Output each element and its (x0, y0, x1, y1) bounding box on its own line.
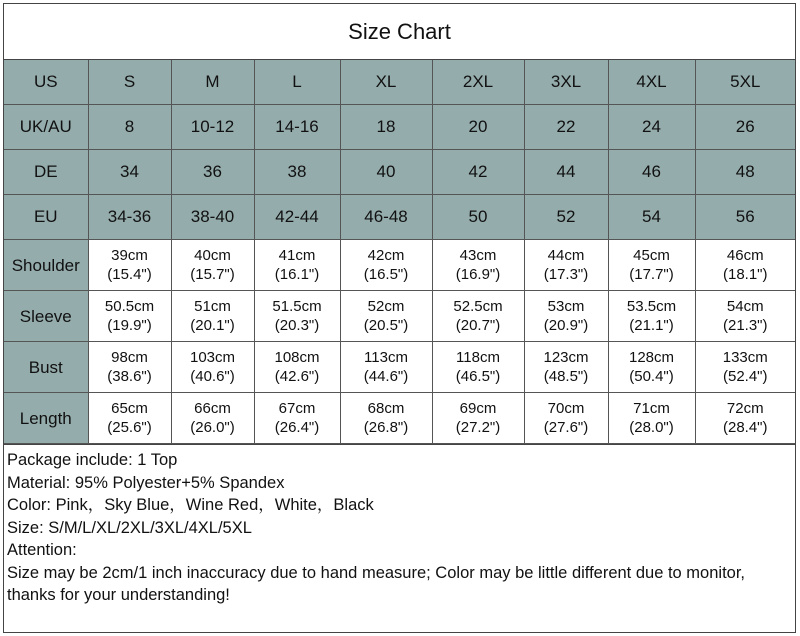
measure-cell (254, 291, 340, 342)
size-cell: L (254, 60, 340, 105)
measure-inch: (16.1") (274, 266, 320, 283)
size-cell: 36 (171, 150, 254, 195)
measure-cm: 45cm (633, 247, 670, 264)
measure-cm: 39cm (111, 247, 148, 264)
measure-inch: (17.3") (543, 266, 589, 283)
size-cell: 50 (432, 195, 524, 240)
measure-inch: (20.7") (455, 317, 501, 334)
size-cell: M (171, 60, 254, 105)
measure-cell (88, 342, 171, 393)
size-cell: 26 (695, 105, 795, 150)
measure-cell (524, 342, 608, 393)
material-note: Material: 95% Polyester+5% Spandex (7, 473, 285, 492)
measure-cell (524, 240, 608, 291)
row-header: US (4, 60, 88, 105)
measure-cm: 40cm (194, 247, 231, 264)
measure-cm: 70cm (547, 400, 585, 417)
size-cell: 46-48 (340, 195, 432, 240)
row-header: DE (4, 150, 88, 195)
measure-inch: (26.0") (190, 419, 235, 436)
measure-cell (432, 342, 524, 393)
measure-cm: 46cm (726, 247, 764, 264)
size-cell: 46 (608, 150, 695, 195)
size-cell: 44 (524, 150, 608, 195)
size-table-body (4, 60, 795, 444)
measure-inch: (26.4") (274, 419, 320, 436)
measure-cm: 128cm (628, 349, 675, 366)
size-cell: 2XL (432, 60, 524, 105)
size-cell: 22 (524, 105, 608, 150)
measure-cm: 118cm (456, 349, 500, 366)
size-row-us (4, 60, 795, 105)
size-cell: 52 (524, 195, 608, 240)
measure-cell (88, 393, 171, 444)
attention-note: Attention: (7, 541, 77, 559)
measure-cm: 69cm (459, 400, 497, 417)
size-cell: 24 (608, 105, 695, 150)
measure-inch: (20.9") (543, 317, 589, 334)
measure-cm: 113cm (364, 349, 408, 366)
color-note: Color: Pink，Sky Blue，Wine Red，White，Black (7, 496, 374, 514)
size-cell: 40 (340, 150, 432, 195)
measure-inch: (20.1") (190, 317, 235, 334)
row-header: Sleeve (4, 291, 88, 342)
size-cell: 42 (432, 150, 524, 195)
measure-cell (432, 393, 524, 444)
measure-cm: 41cm (278, 247, 316, 264)
size-row-eu (4, 195, 795, 240)
size-cell: 38-40 (171, 195, 254, 240)
measure-cm: 52cm (367, 298, 405, 315)
measure-inch: (27.2") (455, 419, 501, 436)
size-note: Size: S/M/L/XL/2XL/3XL/4XL/5XL (7, 518, 252, 537)
measure-cell (88, 240, 171, 291)
measure-cell (88, 291, 171, 342)
measure-cell (432, 291, 524, 342)
measure-cm: 54cm (726, 298, 764, 315)
measure-cell (695, 240, 795, 291)
measure-cm: 43cm (459, 247, 497, 264)
measure-cell (254, 342, 340, 393)
measure-row-shoulder (4, 240, 795, 291)
measure-cell (254, 240, 340, 291)
measure-cell (340, 291, 432, 342)
measure-cell (608, 240, 695, 291)
size-cell: 18 (340, 105, 432, 150)
measure-cm: 50.5cm (104, 298, 155, 315)
measure-row-bust (4, 342, 795, 393)
size-cell: 4XL (608, 60, 695, 105)
measure-cell (695, 393, 795, 444)
measure-inch: (16.9") (455, 266, 501, 283)
measure-row-sleeve (4, 291, 795, 342)
size-cell: 3XL (524, 60, 608, 105)
measure-cell (608, 291, 695, 342)
measure-cm: 71cm (633, 400, 670, 417)
measure-cm: 123cm (543, 349, 589, 366)
measure-cm: 67cm (278, 400, 316, 417)
measure-cell (171, 342, 254, 393)
measure-inch: (52.4") (722, 368, 768, 385)
measure-cm: 52.5cm (453, 298, 503, 315)
size-cell: 56 (695, 195, 795, 240)
measure-cell (340, 342, 432, 393)
measure-cell (432, 240, 524, 291)
measure-inch: (40.6") (190, 368, 235, 385)
size-row-uk-au (4, 105, 795, 150)
measure-inch: (25.6") (107, 419, 152, 436)
chart-title: Size Chart (4, 4, 795, 60)
size-cell: 38 (254, 150, 340, 195)
measure-cell (608, 342, 695, 393)
measure-inch: (21.1") (629, 317, 674, 334)
measure-cell (695, 291, 795, 342)
measure-inch: (15.4") (107, 266, 152, 283)
measure-cell (608, 393, 695, 444)
measure-cm: 44cm (547, 247, 585, 264)
measure-cm: 42cm (367, 247, 405, 264)
measure-cm: 53cm (547, 298, 585, 315)
measure-cm: 53.5cm (626, 298, 677, 315)
size-cell: 54 (608, 195, 695, 240)
measure-cell (524, 393, 608, 444)
measure-cm: 65cm (111, 400, 148, 417)
row-header: Length (4, 393, 88, 444)
measure-inch: (48.5") (543, 368, 589, 385)
size-cell: 5XL (695, 60, 795, 105)
disclaimer-note: Size may be 2cm/1 inch inaccuracy due to hand measure; Color may be little different due to monitor, thanks for your understanding! (7, 563, 745, 604)
size-cell: S (88, 60, 171, 105)
measure-inch: (20.5") (363, 317, 409, 334)
measure-inch: (46.5") (455, 368, 501, 385)
measure-inch: (18.1") (722, 266, 768, 283)
package-note: Package include: 1 Top (7, 451, 178, 469)
measure-cell (340, 393, 432, 444)
size-cell: 42-44 (254, 195, 340, 240)
product-notes (4, 444, 795, 607)
measure-inch: (38.6") (107, 368, 152, 385)
size-cell: 48 (695, 150, 795, 195)
size-cell: 14-16 (254, 105, 340, 150)
size-table (4, 60, 795, 444)
measure-cm: 51cm (194, 298, 231, 315)
measure-inch: (50.4") (629, 368, 674, 385)
measure-inch: (15.7") (190, 266, 235, 283)
row-header: Shoulder (4, 240, 88, 291)
measure-inch: (28.4") (722, 419, 768, 436)
size-cell: 10-12 (171, 105, 254, 150)
measure-cm: 103cm (189, 349, 236, 366)
measure-cell (171, 291, 254, 342)
measure-inch: (28.0") (629, 419, 674, 436)
row-header: Bust (4, 342, 88, 393)
measure-cm: 133cm (722, 349, 768, 366)
size-chart (3, 3, 796, 633)
measure-cell (524, 291, 608, 342)
measure-cell (171, 393, 254, 444)
measure-cell (171, 240, 254, 291)
measure-cm: 72cm (726, 400, 764, 417)
measure-inch: (42.6") (274, 368, 320, 385)
measure-cell (695, 342, 795, 393)
measure-inch: (17.7") (629, 266, 674, 283)
measure-cell (340, 240, 432, 291)
size-cell: 20 (432, 105, 524, 150)
measure-inch: (44.6") (363, 368, 409, 385)
measure-inch: (26.8") (363, 419, 409, 436)
measure-cm: 108cm (274, 349, 320, 366)
measure-inch: (20.3") (274, 317, 320, 334)
size-row-de (4, 150, 795, 195)
size-cell: XL (340, 60, 432, 105)
measure-inch: (19.9") (107, 317, 152, 334)
row-header: EU (4, 195, 88, 240)
measure-cm: 68cm (367, 400, 405, 417)
measure-row-length (4, 393, 795, 444)
measure-cm: 98cm (111, 349, 148, 366)
size-cell: 34-36 (88, 195, 171, 240)
measure-inch: (16.5") (363, 266, 409, 283)
row-header: UK/AU (4, 105, 88, 150)
size-cell: 8 (88, 105, 171, 150)
size-cell: 34 (88, 150, 171, 195)
measure-cell (254, 393, 340, 444)
measure-cm: 51.5cm (272, 298, 322, 315)
measure-cm: 66cm (194, 400, 231, 417)
measure-inch: (21.3") (722, 317, 768, 334)
measure-inch: (27.6") (543, 419, 589, 436)
